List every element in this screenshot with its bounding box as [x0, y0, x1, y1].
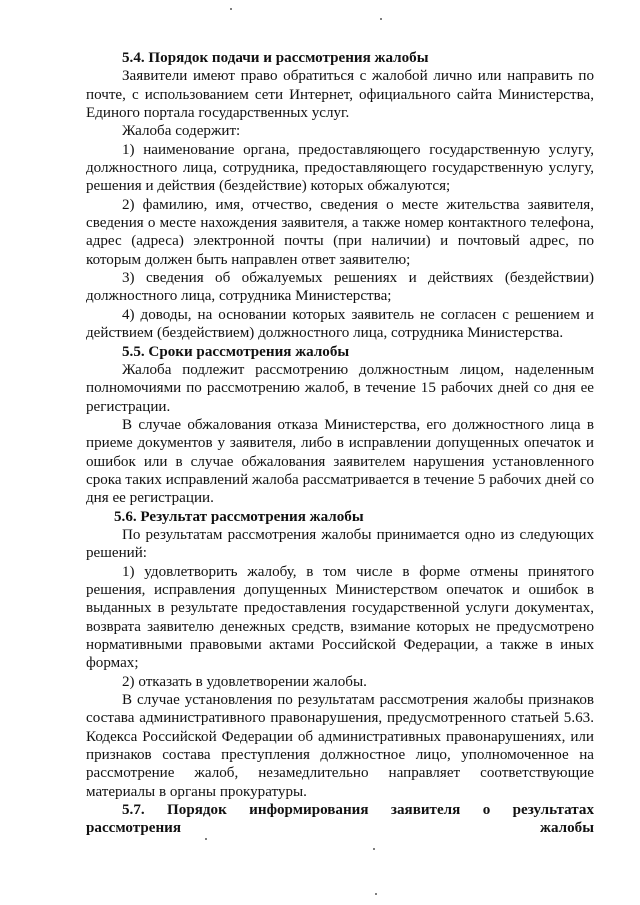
section-5-4-list-item: 2) фамилию, имя, отчество, сведения о месте жительства заявителя, сведения о месте нахождения заявителя, а также номер контактного телефона, адрес (адреса) электронной почты (при наличии) и почтовый адрес, по которым должен быть направлен ответ заявителю; — [86, 196, 594, 268]
scan-speck — [373, 848, 375, 850]
document-page — [86, 49, 594, 838]
scan-speck — [380, 18, 382, 20]
section-5-5-paragraph: Жалоба подлежит рассмотрению должностным лицом, наделенным полномочиями по рассмотрению жалоб, в течение 15 рабочих дней со дня ее регистрации. — [86, 361, 594, 415]
scan-speck — [205, 838, 207, 840]
scan-speck — [230, 8, 232, 10]
section-5-5-heading: 5.5. Сроки рассмотрения жалобы — [122, 343, 350, 360]
section-5-7-heading-line1: 5.7. Порядок информирования заявителя о результатах — [122, 802, 594, 819]
section-5-6-paragraph: В случае установления по результатам рассмотрения жалобы признаков состава административного правонарушения, предусмотренного статьей 5.63. Кодекса Российской Федерации об административных правонарушениях, или признаков состава преступления должностное лицо, уполномоченное на рассмотрение жалоб, незамедлительно направляет соответствующие материалы в органы прокуратуры. — [86, 692, 594, 800]
section-5-6-list-item: 2) отказать в удовлетворении жалобы. — [122, 673, 367, 690]
section-5-4-paragraph: Жалоба содержит: — [122, 123, 241, 140]
section-5-4-heading: 5.4. Порядок подачи и рассмотрения жалобы — [122, 50, 429, 66]
section-5-4-list-item: 1) наименование органа, предоставляющего государственную услугу, должностного лица, сотрудника, предоставляющего государственную услугу, решения и действия (бездействие) которых обжалуются; — [86, 141, 594, 195]
section-5-7-heading-line2: рассмотрения жалобы — [86, 820, 594, 837]
section-5-4-list-item: 4) доводы, на основании которых заявитель не согласен с решением и действием (бездействием) должностного лица, сотрудника Министерства. — [86, 306, 594, 342]
section-5-6-paragraph: По результатам рассмотрения жалобы принимается одно из следующих решений: — [86, 526, 594, 562]
scan-speck — [375, 893, 377, 895]
section-5-7-heading — [86, 801, 594, 838]
section-5-6-heading: 5.6. Результат рассмотрения жалобы — [114, 508, 364, 525]
section-5-5-paragraph: В случае обжалования отказа Министерства, его должностного лица в приеме документов у заявителя, либо в исправлении допущенных опечаток и ошибок или в случае обжалования заявителем нарушения установленного срока таких исправлений жалоба рассматривается в течение 5 рабочих дней со дня ее регистрации. — [86, 416, 594, 507]
section-5-6-list-item: 1) удовлетворить жалобу, в том числе в форме отмены принятого решения, исправления допущенных Министерством опечаток и ошибок в выданных в результате предоставления государственной услуги документах, возврата заявителю денежных средств, взимание которых не предусмотрено нормативными правовыми актами Российской Федерации, а также в иных формах; — [86, 563, 594, 672]
section-5-4-paragraph: Заявители имеют право обратиться с жалобой лично или направить по почте, с использованием сети Интернет, официального сайта Министерства, Единого портала государственных услуг. — [86, 68, 594, 122]
section-5-4-list-item: 3) сведения об обжалуемых решениях и действиях (бездействии) должностного лица, сотрудника Министерства; — [86, 270, 594, 305]
